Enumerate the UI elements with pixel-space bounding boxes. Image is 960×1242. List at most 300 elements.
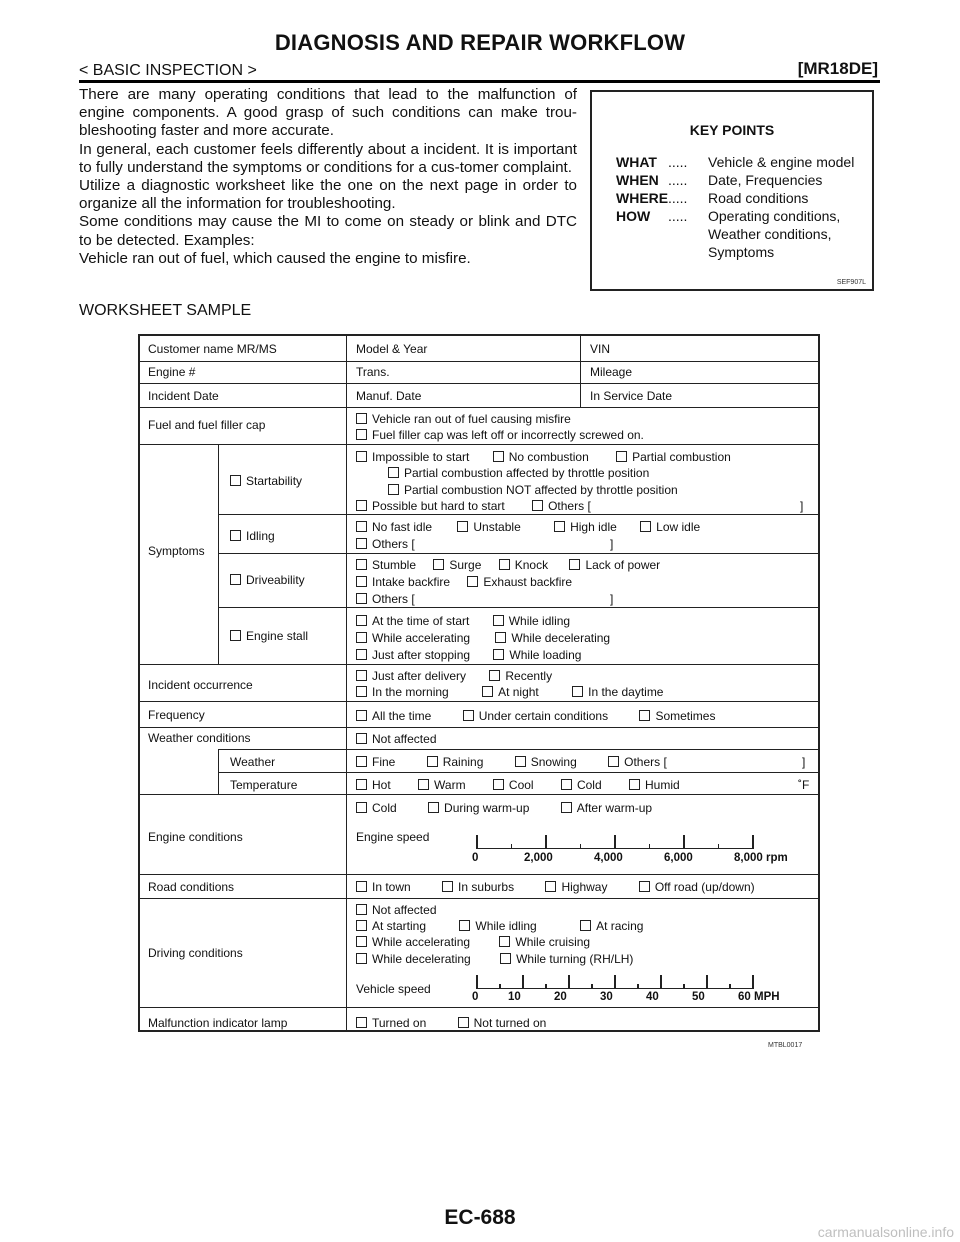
customer-label: Customer name MR/MS xyxy=(148,342,277,356)
option-label: Just after delivery xyxy=(372,669,467,683)
checkbox-option[interactable] xyxy=(356,592,415,606)
section-label: < BASIC INSPECTION > xyxy=(79,62,257,79)
checkbox-icon[interactable] xyxy=(640,521,651,532)
kp-word: WHAT xyxy=(616,154,657,170)
checkbox-icon[interactable] xyxy=(545,881,556,892)
checkbox-option[interactable] xyxy=(493,614,570,628)
checkbox-option[interactable] xyxy=(356,801,397,815)
checkbox-option[interactable] xyxy=(356,709,431,723)
row-divider xyxy=(218,749,818,750)
symptoms-label: Symptoms xyxy=(148,544,205,558)
option-row xyxy=(356,450,731,464)
intro-text xyxy=(79,86,577,268)
option-row xyxy=(356,631,610,645)
option-row xyxy=(356,575,572,589)
checkbox-icon[interactable] xyxy=(356,649,367,660)
checkbox-icon[interactable] xyxy=(356,413,367,424)
mph-tick-label: 30 xyxy=(600,991,613,1003)
checkbox-icon[interactable] xyxy=(639,710,650,721)
option-label: All the time xyxy=(372,709,432,723)
checkbox-icon[interactable] xyxy=(230,475,241,486)
scale-tick xyxy=(660,975,662,989)
option-label: While decelerating xyxy=(511,631,611,645)
vehicle-speed-scale xyxy=(476,974,752,989)
scale-tick xyxy=(511,844,513,849)
option-label: Others [ xyxy=(548,499,591,513)
checkbox-option[interactable] xyxy=(356,778,391,792)
option-label: High idle xyxy=(570,520,617,534)
option-label: Impossible to start xyxy=(372,450,470,464)
mph-tick-label: 20 xyxy=(554,991,567,1003)
kp-text: Operating conditions, xyxy=(708,208,841,224)
checkbox-icon[interactable] xyxy=(356,429,367,440)
header-rule xyxy=(79,80,880,83)
checkbox-option[interactable] xyxy=(608,755,667,769)
checkbox-icon[interactable] xyxy=(356,670,367,681)
rpm-tick-label: 4,000 xyxy=(594,852,623,864)
kp-dots: ..... xyxy=(668,208,688,224)
checkbox-option[interactable] xyxy=(356,880,411,894)
checkbox-option[interactable] xyxy=(493,450,589,464)
option-label: During warm-up xyxy=(444,801,530,815)
option-label: Vehicle ran out of fuel causing misfire xyxy=(372,412,571,426)
kp-text: Road conditions xyxy=(708,190,809,206)
checkbox-option[interactable] xyxy=(433,558,481,572)
option-row xyxy=(356,778,680,792)
option-label: Turned on xyxy=(372,1016,427,1030)
option-row xyxy=(356,499,591,513)
checkbox-icon[interactable] xyxy=(230,574,241,585)
rpm-tick-label: 0 xyxy=(472,852,479,864)
checkbox-option[interactable] xyxy=(356,732,437,746)
scale-tick xyxy=(476,975,478,989)
checkbox-icon[interactable] xyxy=(356,593,367,604)
checkbox-icon[interactable] xyxy=(428,802,439,813)
checkbox-option[interactable] xyxy=(639,709,715,723)
col-divider xyxy=(218,749,219,795)
incident-date-label: Incident Date xyxy=(148,389,219,403)
scale-tick xyxy=(545,984,547,989)
mph-tick-label: 40 xyxy=(646,991,659,1003)
checkbox-option[interactable] xyxy=(388,466,649,480)
worksheet-title: WORKSHEET SAMPLE xyxy=(79,302,252,319)
option-label: While accelerating xyxy=(372,631,471,645)
checkbox-icon[interactable] xyxy=(356,936,367,947)
checkbox-icon[interactable] xyxy=(489,670,500,681)
trans-label: Trans. xyxy=(356,365,390,379)
option-label: While idling xyxy=(475,919,537,933)
option-label: Startability xyxy=(246,474,303,488)
checkbox-option[interactable] xyxy=(463,709,608,723)
option-label: At night xyxy=(498,685,539,699)
checkbox-option[interactable] xyxy=(493,648,581,662)
checkbox-option[interactable] xyxy=(388,483,678,497)
scale-tick xyxy=(706,975,708,989)
checkbox-icon[interactable] xyxy=(532,500,543,511)
engine-conditions-label: Engine conditions xyxy=(148,830,243,844)
option-label: Intake backfire xyxy=(372,575,451,589)
checkbox-icon[interactable] xyxy=(356,632,367,643)
checkbox-icon[interactable] xyxy=(433,559,444,570)
checkbox-icon[interactable] xyxy=(616,451,627,462)
key-point-row xyxy=(616,154,854,171)
option-label: Off road (up/down) xyxy=(654,880,755,894)
driving-conditions-label: Driving conditions xyxy=(148,946,243,960)
checkbox-icon[interactable] xyxy=(356,686,367,697)
option-row xyxy=(356,648,581,662)
engine-label: [MR18DE] xyxy=(797,59,878,78)
checkbox-option[interactable] xyxy=(561,778,602,792)
key-points-title: KEY POINTS xyxy=(689,122,775,138)
checkbox-option[interactable] xyxy=(230,529,275,543)
option-row xyxy=(356,1016,546,1030)
option-label: Cold xyxy=(372,801,397,815)
option-row xyxy=(356,935,590,949)
checkbox-option[interactable] xyxy=(442,880,514,894)
option-label: In town xyxy=(372,880,411,894)
checkbox-icon[interactable] xyxy=(500,953,511,964)
manuf-date-label: Manuf. Date xyxy=(356,389,422,403)
checkbox-icon[interactable] xyxy=(356,1017,367,1028)
checkbox-option[interactable] xyxy=(515,755,577,769)
checkbox-option[interactable] xyxy=(356,903,437,917)
checkbox-icon[interactable] xyxy=(230,630,241,641)
weather-conditions-label: Weather conditions xyxy=(148,731,251,745)
option-row xyxy=(356,801,652,815)
option-label: No fast idle xyxy=(372,520,433,534)
option-label: Low idle xyxy=(656,520,701,534)
checkbox-icon[interactable] xyxy=(458,1017,469,1028)
option-row xyxy=(356,755,667,769)
checkbox-icon[interactable] xyxy=(457,521,468,532)
checkbox-option[interactable] xyxy=(230,629,308,643)
key-point-row xyxy=(616,208,840,225)
checkbox-icon[interactable] xyxy=(356,881,367,892)
scale-tick xyxy=(545,835,547,849)
checkbox-icon[interactable] xyxy=(493,649,504,660)
checkbox-option[interactable] xyxy=(356,520,432,534)
scale-tick xyxy=(614,975,616,989)
checkbox-option[interactable] xyxy=(489,669,552,683)
option-label: At racing xyxy=(596,919,644,933)
option-label: Surge xyxy=(449,558,482,572)
checkbox-option[interactable] xyxy=(495,631,610,645)
col-divider xyxy=(346,444,347,1008)
checkbox-icon[interactable] xyxy=(499,936,510,947)
checkbox-option[interactable] xyxy=(356,1016,426,1030)
key-point-row xyxy=(616,244,774,261)
mileage-label: Mileage xyxy=(590,365,633,379)
option-label: Others [ xyxy=(372,537,415,551)
checkbox-icon[interactable] xyxy=(580,920,591,931)
checkbox-option[interactable] xyxy=(459,919,536,933)
scale-tick xyxy=(683,835,685,849)
checkbox-option[interactable] xyxy=(545,880,607,894)
checkbox-icon[interactable] xyxy=(356,756,367,767)
option-row xyxy=(356,614,570,628)
mph-tick-label: 10 xyxy=(508,991,521,1003)
checkbox-option[interactable] xyxy=(427,755,484,769)
checkbox-icon[interactable] xyxy=(356,779,367,790)
option-row xyxy=(356,669,552,683)
worksheet-table xyxy=(138,334,820,1032)
scale-tick xyxy=(476,835,478,849)
col-divider xyxy=(580,336,581,407)
service-date-label: In Service Date xyxy=(590,389,673,403)
option-label: Under certain conditions xyxy=(478,709,609,723)
checkbox-icon[interactable] xyxy=(629,779,640,790)
row-divider xyxy=(140,701,818,702)
occurrence-label: Incident occurrence xyxy=(148,678,253,692)
option-label: Humid xyxy=(644,778,680,792)
checkbox-icon[interactable] xyxy=(356,733,367,744)
checkbox-icon[interactable] xyxy=(495,632,506,643)
checkbox-icon[interactable] xyxy=(418,779,429,790)
checkbox-option[interactable] xyxy=(561,801,652,815)
checkbox-icon[interactable] xyxy=(459,920,470,931)
checkbox-option[interactable] xyxy=(356,919,426,933)
scale-tick xyxy=(718,844,720,849)
checkbox-option[interactable] xyxy=(356,614,469,628)
checkbox-option[interactable] xyxy=(356,755,395,769)
scale-tick xyxy=(522,975,524,989)
checkbox-option[interactable] xyxy=(418,778,466,792)
checkbox-icon[interactable] xyxy=(572,686,583,697)
checkbox-icon[interactable] xyxy=(388,467,399,478)
checkbox-icon[interactable] xyxy=(608,756,619,767)
option-row xyxy=(356,520,700,534)
checkbox-option[interactable] xyxy=(356,631,470,645)
close-bracket: ] xyxy=(802,755,806,769)
checkbox-icon[interactable] xyxy=(467,576,478,587)
option-label: Partial combustion NOT affected by throttle position xyxy=(404,483,678,497)
col-divider xyxy=(218,444,219,664)
intro-paragraph: There are many operating conditions that lead to the malfunction of engine components. A good grasp of such conditions can make trou-bleshooting faster and more accurate. xyxy=(79,86,577,140)
intro-paragraph: In general, each customer feels differently about a incident. It is important to fully understand the symptoms or conditions for a cus-tomer complaint. xyxy=(79,140,577,176)
row-divider xyxy=(140,898,818,899)
row-divider xyxy=(140,383,818,384)
checkbox-option[interactable] xyxy=(356,558,416,572)
option-label: While idling xyxy=(508,614,571,628)
option-label: After warm-up xyxy=(576,801,653,815)
col-divider xyxy=(346,1008,347,1032)
checkbox-option[interactable] xyxy=(356,685,449,699)
checkbox-icon[interactable] xyxy=(356,451,367,462)
checkbox-icon[interactable] xyxy=(561,802,572,813)
kp-word: WHEN xyxy=(616,172,659,188)
checkbox-option[interactable] xyxy=(230,474,302,488)
checkbox-icon[interactable] xyxy=(493,451,504,462)
option-label: Exhaust backfire xyxy=(483,575,573,589)
checkbox-option[interactable] xyxy=(569,558,660,572)
checkbox-option[interactable] xyxy=(356,412,571,426)
checkbox-icon[interactable] xyxy=(463,710,474,721)
checkbox-icon[interactable] xyxy=(515,756,526,767)
engine-speed-scale xyxy=(476,834,752,849)
checkbox-icon[interactable] xyxy=(427,756,438,767)
checkbox-option[interactable] xyxy=(356,499,505,513)
option-label: Just after stopping xyxy=(372,648,471,662)
checkbox-option[interactable] xyxy=(554,520,617,534)
mph-tick-label: 60 MPH xyxy=(738,991,780,1003)
checkbox-option[interactable] xyxy=(356,648,470,662)
checkbox-icon[interactable] xyxy=(561,779,572,790)
checkbox-icon[interactable] xyxy=(388,484,399,495)
mil-label: Malfunction indicator lamp xyxy=(148,1016,288,1030)
checkbox-icon[interactable] xyxy=(356,710,367,721)
option-label: In suburbs xyxy=(458,880,515,894)
checkbox-icon[interactable] xyxy=(356,615,367,626)
option-label: Engine stall xyxy=(246,629,309,643)
checkbox-icon[interactable] xyxy=(554,521,565,532)
checkbox-icon[interactable] xyxy=(356,920,367,931)
checkbox-icon[interactable] xyxy=(230,530,241,541)
checkbox-option[interactable] xyxy=(580,919,643,933)
figure-code: MTBL0017 xyxy=(768,1042,803,1049)
option-row xyxy=(356,919,643,933)
option-label: Others [ xyxy=(624,755,667,769)
checkbox-option[interactable] xyxy=(640,520,700,534)
degree-f-label: ˚F xyxy=(798,778,810,792)
kp-dots: ..... xyxy=(668,172,688,188)
checkbox-option[interactable] xyxy=(467,575,572,589)
key-point-row xyxy=(616,190,808,207)
checkbox-option[interactable] xyxy=(356,428,644,442)
scale-tick xyxy=(614,835,616,849)
checkbox-icon[interactable] xyxy=(356,576,367,587)
option-label: Lack of power xyxy=(585,558,661,572)
checkbox-option[interactable] xyxy=(499,558,548,572)
checkbox-option[interactable] xyxy=(616,450,731,464)
option-label: Unstable xyxy=(473,520,521,534)
option-label: While decelerating xyxy=(372,952,471,966)
kp-text: Weather conditions, xyxy=(708,226,832,242)
option-label: Warm xyxy=(434,778,466,792)
option-label: In the morning xyxy=(372,685,449,699)
weather-label: Weather xyxy=(230,755,276,769)
checkbox-option[interactable] xyxy=(230,573,305,587)
vehicle-speed-label: Vehicle speed xyxy=(356,982,431,996)
kp-text: Symptoms xyxy=(708,244,775,260)
option-label: Idling xyxy=(246,529,275,543)
option-label: Not affected xyxy=(372,732,437,746)
option-label: Stumble xyxy=(372,558,417,572)
option-label: Snowing xyxy=(530,755,577,769)
key-point-row xyxy=(616,172,822,189)
mph-tick-label: 0 xyxy=(472,991,479,1003)
checkbox-option[interactable] xyxy=(356,952,471,966)
checkbox-option[interactable] xyxy=(572,685,663,699)
engine-number-label: Engine # xyxy=(148,365,196,379)
checkbox-option[interactable] xyxy=(356,450,469,464)
option-label: Driveability xyxy=(246,573,305,587)
scale-tick xyxy=(580,844,582,849)
checkbox-option[interactable] xyxy=(639,880,755,894)
checkbox-option[interactable] xyxy=(428,801,529,815)
checkbox-icon[interactable] xyxy=(356,538,367,549)
checkbox-option[interactable] xyxy=(532,499,591,513)
row-divider xyxy=(140,664,818,665)
option-label: While turning (RH/LH) xyxy=(516,952,634,966)
checkbox-icon[interactable] xyxy=(356,521,367,532)
figure-code: SEF907L xyxy=(836,279,866,286)
engine-speed-label: Engine speed xyxy=(356,830,430,844)
option-row xyxy=(356,880,755,894)
kp-word: HOW xyxy=(616,208,651,224)
option-label: Cold xyxy=(576,778,602,792)
checkbox-option[interactable] xyxy=(493,778,534,792)
scale-tick xyxy=(729,984,731,989)
checkbox-icon[interactable] xyxy=(493,779,504,790)
checkbox-option[interactable] xyxy=(356,575,450,589)
scale-tick xyxy=(637,984,639,989)
row-divider xyxy=(140,444,818,445)
option-label: Raining xyxy=(442,755,484,769)
col-divider xyxy=(346,336,347,444)
checkbox-icon[interactable] xyxy=(493,615,504,626)
page-number: EC-688 xyxy=(444,1206,516,1229)
row-divider xyxy=(140,361,818,362)
intro-paragraph: Utilize a diagnostic worksheet like the one on the next page in order to organize all the information for troubleshooting. xyxy=(79,177,577,213)
row-divider xyxy=(218,607,818,608)
checkbox-option[interactable] xyxy=(356,669,466,683)
scale-tick xyxy=(752,835,754,849)
kp-word: WHERE xyxy=(616,190,669,206)
kp-text: Vehicle & engine model xyxy=(708,154,855,170)
rpm-tick-label: 8,000 rpm xyxy=(734,852,788,864)
checkbox-option[interactable] xyxy=(629,778,680,792)
frequency-label: Frequency xyxy=(148,708,205,722)
checkbox-option[interactable] xyxy=(482,685,539,699)
checkbox-option[interactable] xyxy=(356,935,470,949)
option-label: At starting xyxy=(372,919,427,933)
checkbox-icon[interactable] xyxy=(356,904,367,915)
option-label: While cruising xyxy=(515,935,591,949)
vin-label: VIN xyxy=(590,342,611,356)
option-label: Knock xyxy=(514,558,549,572)
option-row xyxy=(356,709,715,723)
checkbox-icon[interactable] xyxy=(639,881,650,892)
option-label: Highway xyxy=(561,880,608,894)
checkbox-icon[interactable] xyxy=(356,953,367,964)
fuel-cap-label: Fuel and fuel filler cap xyxy=(148,418,266,432)
checkbox-option[interactable] xyxy=(457,520,520,534)
scale-tick xyxy=(591,984,593,989)
checkbox-icon[interactable] xyxy=(482,686,493,697)
checkbox-option[interactable] xyxy=(458,1016,547,1030)
checkbox-icon[interactable] xyxy=(499,559,510,570)
model-year-label: Model & Year xyxy=(356,342,428,356)
checkbox-icon[interactable] xyxy=(442,881,453,892)
scale-tick xyxy=(649,844,651,849)
temperature-label: Temperature xyxy=(230,778,298,792)
option-row xyxy=(356,952,633,966)
option-label: Possible but hard to start xyxy=(372,499,505,513)
checkbox-option[interactable] xyxy=(499,935,590,949)
row-divider xyxy=(140,874,818,875)
rpm-tick-label: 2,000 xyxy=(524,852,553,864)
checkbox-icon[interactable] xyxy=(356,500,367,511)
kp-text: Date, Frequencies xyxy=(708,172,823,188)
checkbox-icon[interactable] xyxy=(356,559,367,570)
checkbox-icon[interactable] xyxy=(569,559,580,570)
checkbox-icon[interactable] xyxy=(356,802,367,813)
option-label: Hot xyxy=(372,778,391,792)
close-bracket: ] xyxy=(800,499,804,513)
option-row xyxy=(356,558,660,572)
checkbox-option[interactable] xyxy=(500,952,633,966)
checkbox-option[interactable] xyxy=(356,537,415,551)
